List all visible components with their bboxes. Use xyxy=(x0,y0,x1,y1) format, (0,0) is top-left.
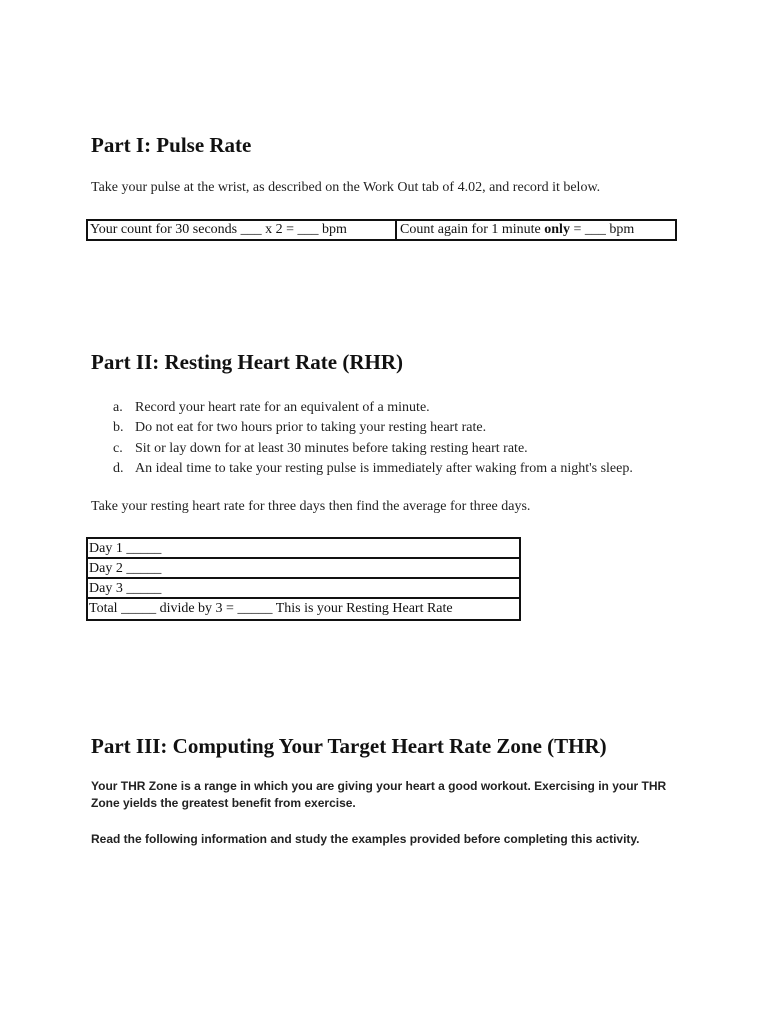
pulse-1-minute-cell xyxy=(396,221,675,239)
list-marker: b. xyxy=(113,420,124,436)
part3-read-note: Read the following information and study the examples provided before completing this activity. xyxy=(91,832,640,846)
list-item xyxy=(113,418,633,438)
list-marker: a. xyxy=(113,400,123,415)
list-item xyxy=(113,439,633,459)
part3-intro: Your THR Zone is a range in which you are giving your heart a good workout. Exercising in your THR Zone yields the greatest benefit from exercise. xyxy=(91,779,667,810)
list-item-text: Sit or lay down for at least 30 minutes before taking resting heart rate. xyxy=(135,440,528,456)
pulse-only-bold: only xyxy=(544,222,570,237)
resting-heart-rate-table xyxy=(86,537,521,621)
list-item-text: An ideal time to take your resting pulse is immediately after waking from a night's sleep. xyxy=(135,460,633,476)
list-item xyxy=(113,459,633,479)
pulse-rate-table xyxy=(86,219,677,241)
list-item-text: Do not eat for two hours prior to taking your resting heart rate. xyxy=(135,420,487,436)
list-marker: d. xyxy=(113,460,124,476)
list-item-text: Record your heart rate for an equivalent of a minute. xyxy=(135,400,430,415)
pulse-1-minute-text: Count again for 1 minute xyxy=(400,222,545,237)
part3-heading: Part III: Computing Your Target Heart Rate Zone (THR) xyxy=(91,734,607,758)
rhr-instructions-list xyxy=(113,398,633,479)
table-row: Day 2 _____ xyxy=(88,559,519,579)
part1-intro: Take your pulse at the wrist, as described on the Work Out tab of 4.02, and record it below. xyxy=(91,180,601,195)
table-row-total: Total _____ divide by 3 = _____ This is your Resting Heart Rate xyxy=(89,601,453,616)
list-item xyxy=(113,398,633,418)
part2-heading: Part II: Resting Heart Rate (RHR) xyxy=(91,350,403,374)
table-row: Day 3 _____ xyxy=(88,579,519,599)
table-row: Day 1 _____ xyxy=(88,539,519,559)
pulse-30-seconds-cell: Your count for 30 seconds ___ x 2 = ___ bpm xyxy=(88,221,396,239)
list-marker: c. xyxy=(113,440,123,456)
pulse-1-minute-bpm: = ___ bpm xyxy=(569,222,635,237)
part2-intro: Take your resting heart rate for three days then find the average for three days. xyxy=(91,499,531,514)
part1-heading: Part I: Pulse Rate xyxy=(91,133,252,157)
